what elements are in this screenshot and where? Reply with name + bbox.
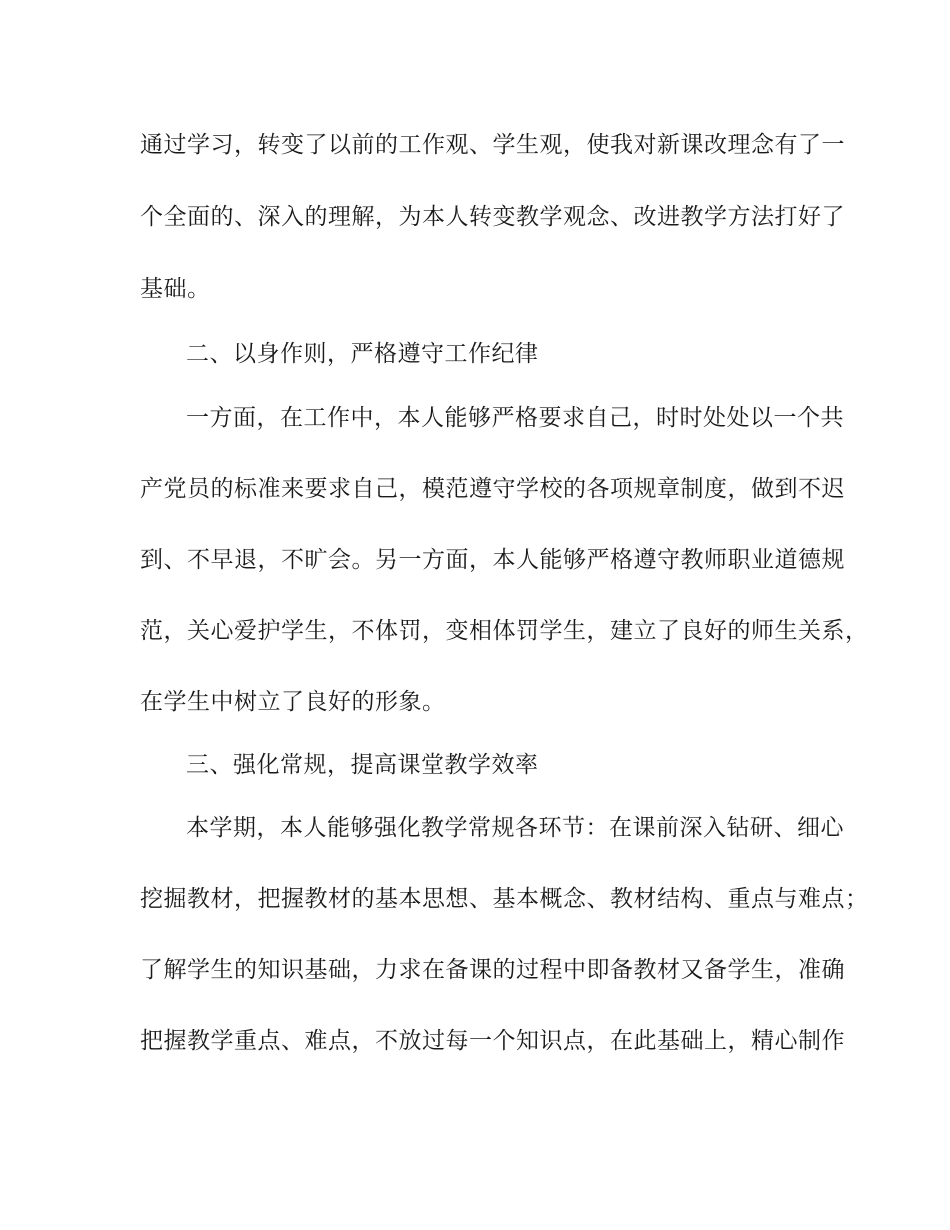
paragraph-line: 基础。 bbox=[140, 276, 211, 302]
section-heading: 二、以身作则，严格遵守工作纪律 bbox=[186, 341, 539, 367]
paragraph-line: 本学期，本人能够强化教学常规各环节：在课前深入钻研、细心 bbox=[186, 815, 844, 841]
paragraph-line: 挖掘教材，把握教材的基本思想、基本概念、教材结构、重点与难点； bbox=[140, 886, 869, 912]
paragraph-line: 范，关心爱护学生，不体罚，变相体罚学生，建立了良好的师生关系， bbox=[140, 618, 869, 644]
paragraph-line: 了解学生的知识基础，力求在备课的过程中即备教材又备学生，准确 bbox=[140, 957, 845, 983]
paragraph-line: 把握教学重点、难点，不放过每一个知识点，在此基础上，精心制作 bbox=[140, 1028, 845, 1054]
paragraph-line: 一方面，在工作中，本人能够严格要求自己，时时处处以一个共 bbox=[186, 405, 844, 431]
paragraph-line: 到、不早退，不旷会。另一方面，本人能够严格遵守教师职业道德规 bbox=[140, 547, 845, 573]
paragraph-line: 通过学习，转变了以前的工作观、学生观，使我对新课改理念有了一 bbox=[140, 132, 845, 158]
section-heading: 三、强化常规，提高课堂教学效率 bbox=[186, 752, 539, 778]
paragraph-line: 产党员的标准来要求自己，模范遵守学校的各项规章制度，做到不迟 bbox=[140, 476, 845, 502]
paragraph-line: 个全面的、深入的理解，为本人转变教学观念、改进教学方法打好了 bbox=[140, 204, 845, 230]
paragraph-line: 在学生中树立了良好的形象。 bbox=[140, 689, 446, 715]
